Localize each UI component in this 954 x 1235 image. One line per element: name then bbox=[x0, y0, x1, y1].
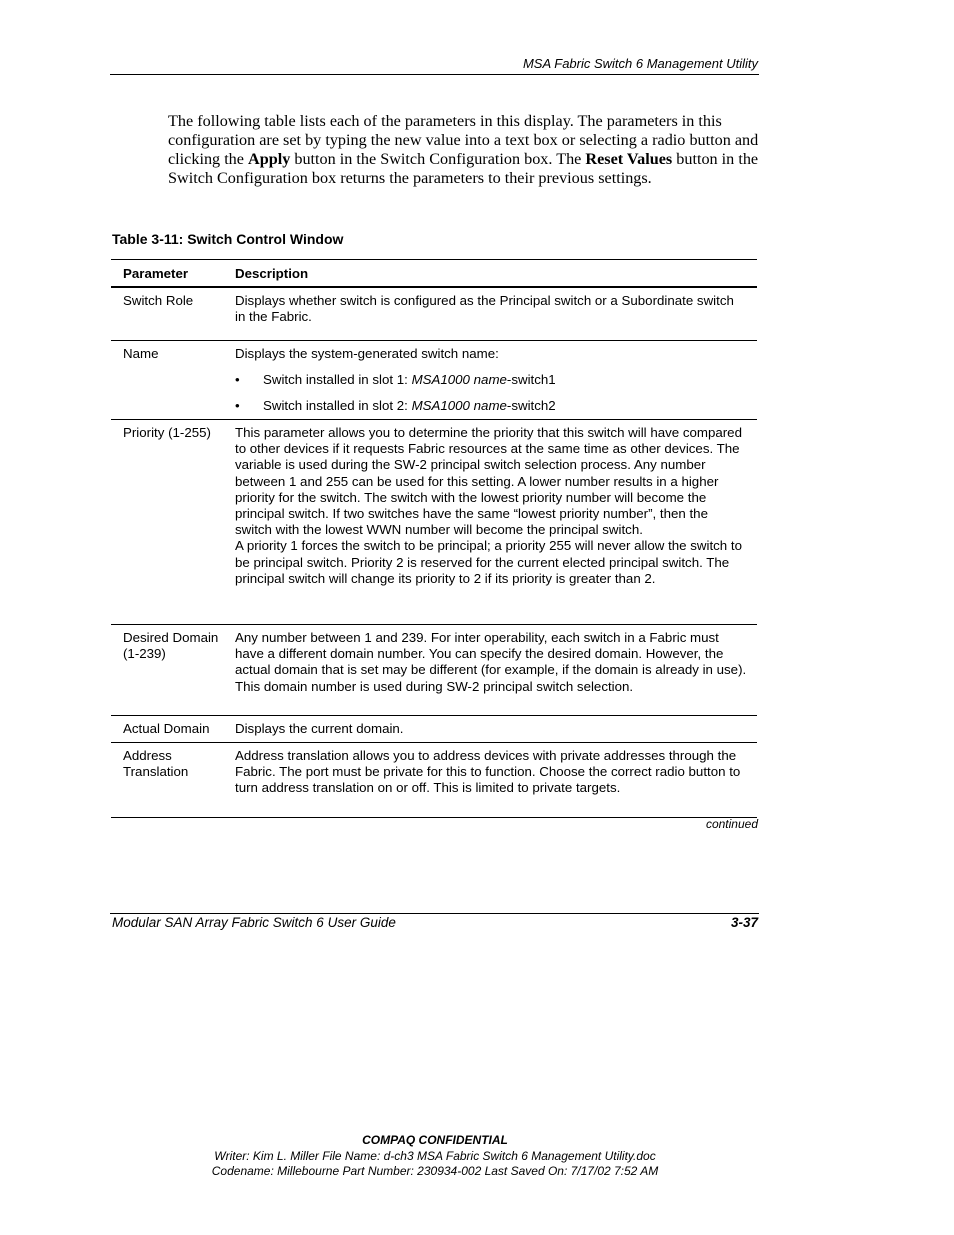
apply-term: Apply bbox=[248, 150, 291, 168]
desc-cell: Any number between 1 and 239. For inter operability, each switch in a Fabric must have a different domain number. You can specify the desired domain. However, the actual domain that is set may be different (for example, if the domain is already in use). This domain number is used during SW-2 principal switch selection. bbox=[235, 630, 747, 694]
table-row-actual-domain bbox=[111, 716, 757, 743]
bullet-text bbox=[263, 372, 556, 388]
confidential-block bbox=[0, 1133, 870, 1180]
bullet-dot: • bbox=[235, 372, 240, 388]
bullet-prefix: Switch installed in slot 1: bbox=[263, 372, 412, 388]
desc-cell bbox=[235, 420, 757, 624]
bullet-emphasis: MSA1000 name bbox=[411, 372, 507, 388]
table-row-name bbox=[111, 341, 757, 420]
switch-control-table bbox=[111, 259, 757, 818]
intro-paragraph bbox=[168, 112, 760, 188]
table-row-priority bbox=[111, 420, 757, 625]
param-cell: Address Translation bbox=[123, 748, 189, 780]
footer-title: Modular SAN Array Fabric Switch 6 User Guide bbox=[112, 915, 396, 930]
bullet-suffix: -switch1 bbox=[506, 372, 556, 388]
header-description: Description bbox=[235, 266, 309, 281]
confidential-line-1: Writer: Kim L. Miller File Name: d-ch3 MSA Fabric Switch 6 Management Utility.doc bbox=[214, 1148, 656, 1163]
desc-cell bbox=[235, 341, 757, 419]
continued-note: continued bbox=[705, 817, 758, 831]
bullet-text bbox=[263, 398, 556, 414]
bullet-prefix: Switch installed in slot 2: bbox=[263, 398, 412, 414]
header-parameter: Parameter bbox=[123, 266, 189, 281]
table-header-row bbox=[111, 260, 757, 288]
confidential-line-2: Codename: Millebourne Part Number: 230934-002 Last Saved On: 7/17/02 7:52 AM bbox=[211, 1164, 659, 1178]
bullet-suffix: -switch2 bbox=[506, 398, 556, 414]
param-cell: Priority (1-255) bbox=[123, 425, 211, 440]
desc-cell: Displays the current domain. bbox=[235, 721, 404, 736]
intro-text-1: The following table lists each of the parameters in this display. The parameters in this configuration are set by typing the new value into a text box or selecting a radio button and clicking the bbox=[168, 112, 759, 168]
name-desc-text: Displays the system-generated switch name: bbox=[235, 346, 499, 361]
desc-cell: Displays whether switch is configured as the Principal switch or a Subordinate switch in the Fabric. bbox=[235, 293, 734, 325]
list-item bbox=[235, 372, 747, 388]
table-row-switch-role bbox=[111, 288, 757, 341]
priority-desc-1: This parameter allows you to determine the priority that this switch will have compared to other devices if it requests Fabric resources at the same time as other devices. The variable is used during the SW-2 principal switch selection process. Any number between 1 and 255 can be used for this setting. A lower number results in a higher priority for the switch. The switch with the lowest priority number will become the principal switch. If two switches have the same “lowest priority number”, then the switch with the lowest WWN number will become the principal switch. bbox=[235, 425, 742, 538]
header-rule bbox=[110, 74, 759, 75]
intro-text-3: button in the Switch Configuration box returns the parameters to their previous settings. bbox=[168, 150, 759, 187]
bullet-emphasis: MSA1000 name bbox=[411, 398, 507, 414]
list-item bbox=[235, 398, 747, 414]
table-row-desired-domain bbox=[111, 625, 757, 716]
param-cell: Switch Role bbox=[123, 293, 194, 308]
param-cell: Desired Domain (1-239) bbox=[123, 630, 219, 662]
desc-cell: Address translation allows you to address devices with private addresses through the Fabric. The port must be private for this to function. Choose the correct radio button to turn address translation on or off. This is limited to private targets. bbox=[235, 748, 741, 796]
param-cell: Name bbox=[123, 346, 159, 361]
confidential-title: COMPAQ CONFIDENTIAL bbox=[362, 1133, 508, 1147]
running-header: MSA Fabric Switch 6 Management Utility bbox=[522, 56, 758, 71]
bullet-dot: • bbox=[235, 398, 240, 414]
footer-rule bbox=[110, 913, 759, 914]
table-caption: Table 3-11: Switch Control Window bbox=[112, 231, 344, 247]
page-number: 3-37 bbox=[730, 915, 758, 930]
table-row-address-translation bbox=[111, 743, 757, 818]
reset-values-term: Reset Values bbox=[585, 150, 673, 168]
priority-desc-2: A priority 1 forces the switch to be principal; a priority 255 will never allow the switch to be principal switch. Priority 2 is reserved for the current elected principal switch. The principal switch will change its priority to 2 if its priority is greater than 2. bbox=[235, 538, 742, 586]
param-cell: Actual Domain bbox=[123, 721, 210, 736]
intro-text-2: button in the Switch Configuration box. The bbox=[290, 150, 586, 168]
